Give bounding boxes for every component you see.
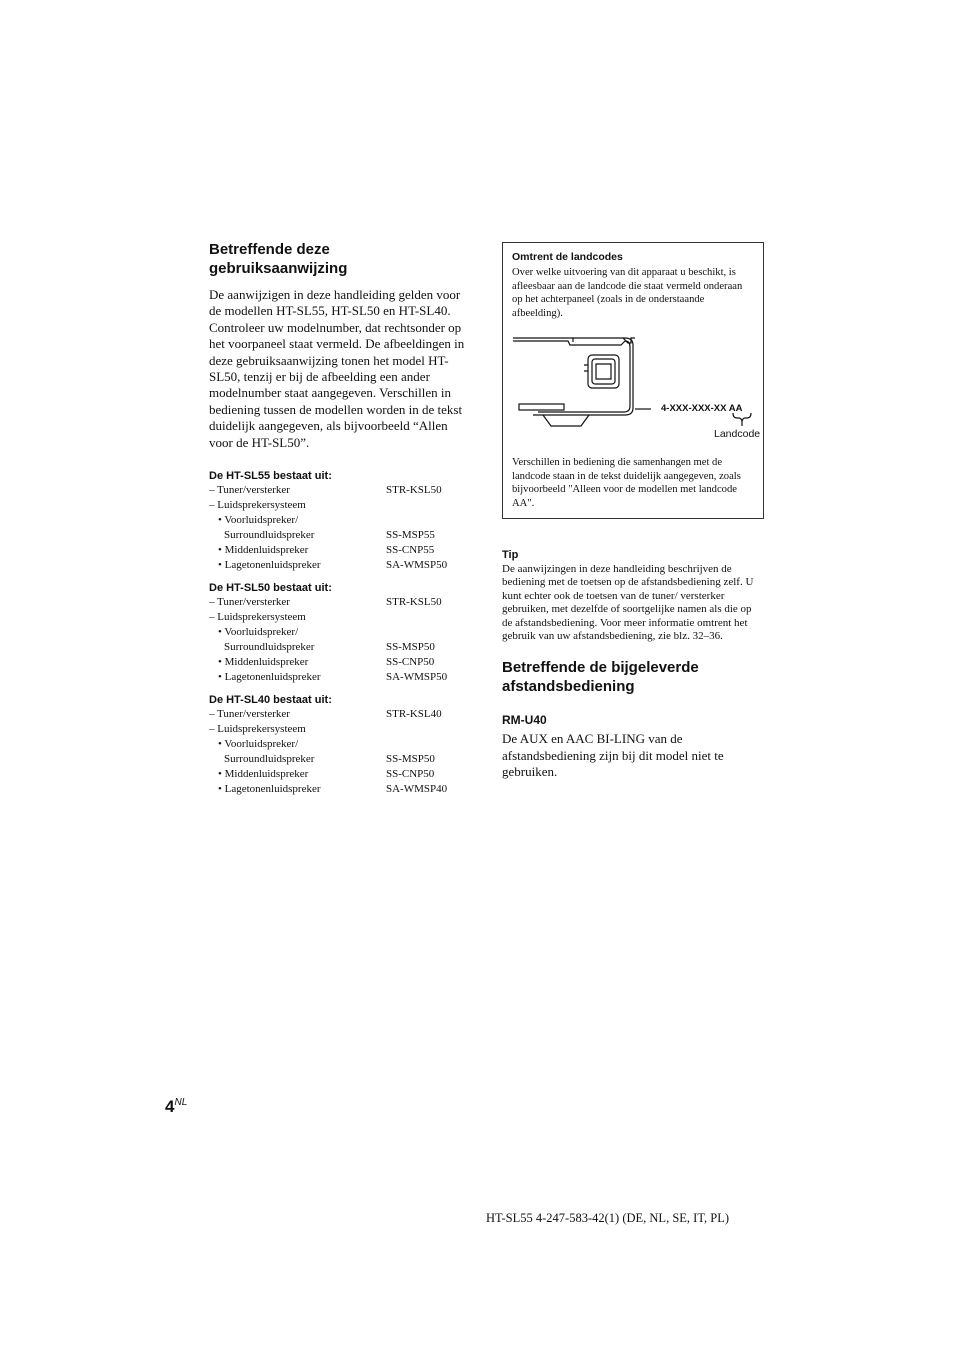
spec-label: – Luidsprekersysteem [209, 723, 306, 736]
spec-row [209, 558, 471, 573]
tip-title: Tip [502, 549, 519, 561]
landcode-box [502, 242, 764, 519]
remote-model: RM-U40 [502, 713, 547, 728]
page-number [165, 1097, 187, 1117]
spec-label: • Middenluidspreker [218, 768, 309, 781]
spec-row [209, 498, 471, 513]
spec-value: SS-CNP55 [386, 544, 435, 557]
spec-block [209, 693, 471, 797]
spec-label: • Middenluidspreker [218, 544, 309, 557]
serial-code-label: 4-XXX-XXX-XX AA [661, 403, 743, 414]
spec-label: • Lagetonenluidspreker [218, 671, 321, 684]
spec-label: – Tuner/versterker [209, 484, 290, 497]
left-column [209, 240, 471, 797]
spec-row [209, 640, 471, 655]
spec-block [209, 581, 471, 685]
spec-title: De HT-SL50 bestaat uit: [209, 582, 332, 595]
spec-title: De HT-SL55 bestaat uit: [209, 470, 332, 483]
remote-text: De AUX en AAC BI-LING van de afstandsbediening zijn bij dit model niet te gebruiken. [502, 731, 724, 780]
spec-value: STR-KSL50 [386, 484, 442, 497]
spec-row [209, 752, 471, 767]
spec-row [209, 670, 471, 685]
landcode-text-1: Over welke uitvoering van dit apparaat u beschikt, is afleesbaar aan de landcode die staat vermeld onderaan op het achterpaneel (zoals in de onderstaande afbeelding). [512, 267, 743, 319]
right-column [502, 242, 764, 781]
spec-label: – Tuner/versterker [209, 596, 290, 609]
spec-label: – Tuner/versterker [209, 708, 290, 721]
intro-paragraph: De aanwijzigen in deze handleiding gelden voor de modellen HT-SL55, HT-SL50 en HT-SL40. Controleer uw modelnumber, dat rechtsonder op het voorpaneel staat vermeld. De afbeeldingen in deze gebruiksaanwijzing tonen het model HT-SL50, tenzij er bij de afbeelding een ander modelnumber staat aangegeven. Verschillen in bediening tussen de modellen worden in de tekst duidelijk aangegeven, als bijvoorbeeld “Allen voor de HT-SL50”. [209, 287, 465, 450]
spec-value: SS-CNP50 [386, 768, 435, 781]
spec-row [209, 483, 471, 498]
spec-value: SS-MSP50 [386, 753, 435, 766]
spec-label: Surroundluidspreker [224, 641, 315, 654]
spec-row [209, 610, 471, 625]
spec-label: – Luidsprekersysteem [209, 611, 306, 624]
spec-value: STR-KSL40 [386, 708, 442, 721]
spec-row [209, 767, 471, 782]
landcode-label: Landcode [714, 428, 761, 440]
back-panel-illustration [513, 333, 761, 443]
spec-row [209, 737, 471, 752]
spec-value: STR-KSL50 [386, 596, 442, 609]
page-number-suffix: NL [174, 1097, 188, 1108]
spec-block [209, 469, 471, 573]
spec-value: SA-WMSP50 [386, 671, 448, 684]
spec-label: • Lagetonenluidspreker [218, 783, 321, 796]
spec-row [209, 782, 471, 797]
spec-row [209, 655, 471, 670]
spec-row [209, 722, 471, 737]
spec-label: • Voorluidspreker/ [218, 738, 299, 751]
back-panel-diagram [513, 333, 761, 443]
spec-value: SS-MSP50 [386, 641, 435, 654]
spec-row [209, 595, 471, 610]
spec-title: De HT-SL40 bestaat uit: [209, 694, 332, 707]
spec-label: • Middenluidspreker [218, 656, 309, 669]
spec-row [209, 543, 471, 558]
spec-value: SA-WMSP40 [386, 783, 448, 796]
footer-model-code: HT-SL55 4-247-583-42(1) (DE, NL, SE, IT, PL) [486, 1211, 730, 1225]
spec-label: • Voorluidspreker/ [218, 514, 299, 527]
landcode-text-2: Verschillen in bediening die samenhangen met de landcode staan in de tekst duidelijk aangegeven, zoals bijvoorbeeld "Alleen voor de modellen met landcode AA". [512, 457, 741, 509]
spec-row [209, 707, 471, 722]
tip-text: De aanwijzingen in deze handleiding beschrijven de bediening met de toetsen op de afstandsbediening zelf. U kunt echter ook de toetsen van de tuner/ versterker gebruiken, met dezelfde of soortgelijke namen als die op de afstandsbediening. Voor meer informatie omtrent het gebruik van uw afstandsbediening, zie blz. 32–36. [502, 563, 754, 643]
spec-value: SS-CNP50 [386, 656, 435, 669]
spec-label: Surroundluidspreker [224, 753, 315, 766]
spec-lists [209, 469, 471, 797]
spec-value: SS-MSP55 [386, 529, 435, 542]
section-heading-manual: Betreffende deze gebruiksaanwijzing [209, 241, 348, 277]
landcode-title: Omtrent de landcodes [512, 251, 623, 263]
spec-label: Surroundluidspreker [224, 529, 315, 542]
spec-row [209, 528, 471, 543]
spec-row [209, 513, 471, 528]
spec-label: • Voorluidspreker/ [218, 626, 299, 639]
spec-label: – Luidsprekersysteem [209, 499, 306, 512]
spec-value: SA-WMSP50 [386, 559, 448, 572]
section-heading-remote: Betreffende de bijgeleverde afstandsbediening [502, 659, 699, 696]
page-number-value: 4 [165, 1097, 175, 1116]
spec-row [209, 625, 471, 640]
spec-label: • Lagetonenluidspreker [218, 559, 321, 572]
